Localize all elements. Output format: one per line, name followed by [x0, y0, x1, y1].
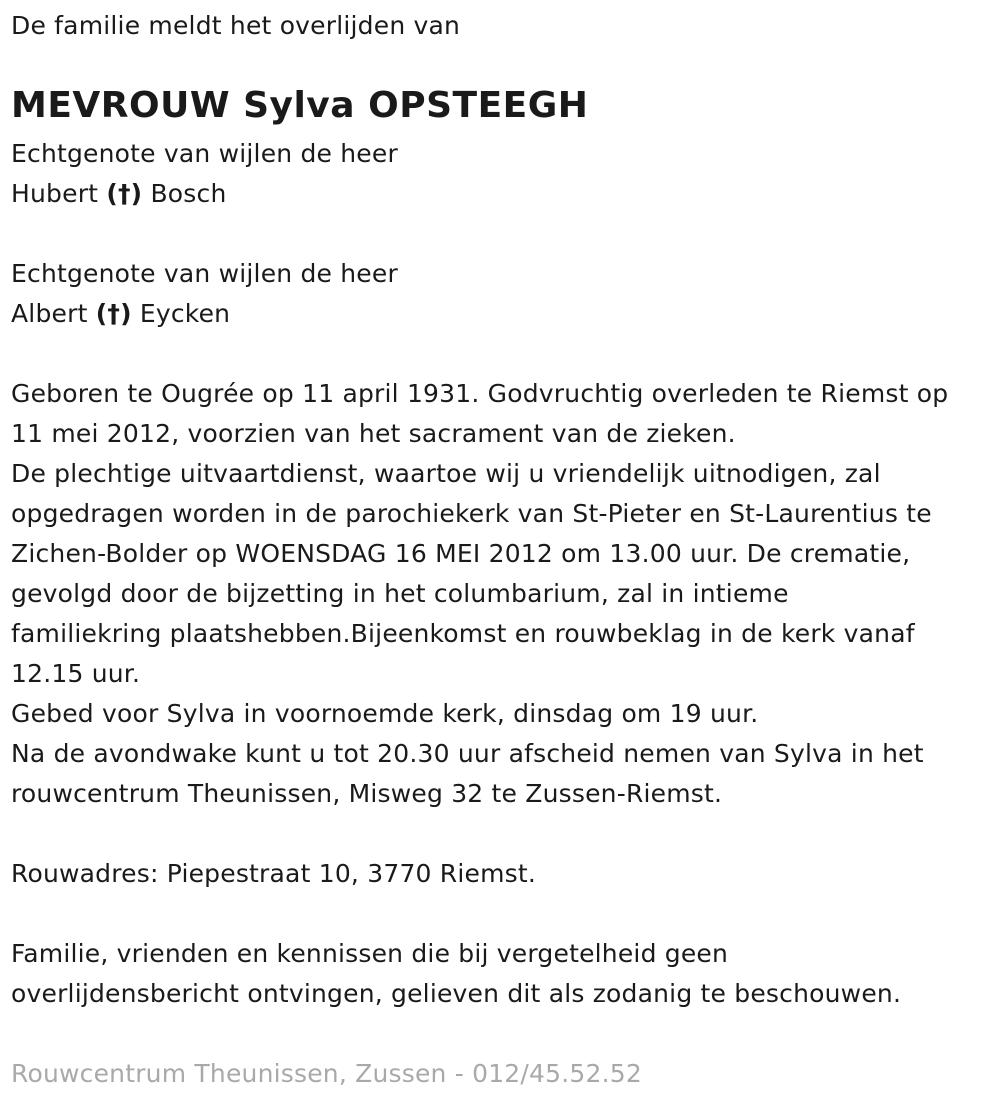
- intro-text: De familie meldt het overlijden van: [11, 11, 461, 40]
- address-line: Rouwadres: Piepestraat 10, 3770 Riemst.: [11, 859, 537, 888]
- cross-icon: (†): [106, 179, 143, 208]
- spouse-relation: Echtgenote van wijlen de heer: [11, 139, 398, 168]
- body-line: gevolgd door de bijzetting in het columbarium, zal in intieme: [11, 579, 789, 608]
- spouse-first-name: Hubert: [11, 179, 99, 208]
- body-line: 12.15 uur.: [11, 659, 141, 688]
- body-line: Geboren te Ougrée op 11 april 1931. Godvruchtig overleden te Riemst op: [11, 379, 949, 408]
- closing-note: [11, 934, 901, 1014]
- body-line: Gebed voor Sylva in voornoemde kerk, dinsdag om 19 uur.: [11, 699, 759, 728]
- funeral-home-footer: Rouwcentrum Theunissen, Zussen - 012/45.52.52: [11, 1059, 642, 1088]
- funeral-details: [11, 374, 948, 814]
- mourning-address: [11, 854, 536, 894]
- body-line: De plechtige uitvaartdienst, waartoe wij u vriendelijk uitnodigen, zal: [11, 459, 881, 488]
- spouse-name: [11, 174, 398, 214]
- spouse-last-name: Eycken: [139, 299, 231, 328]
- body-line: 11 mei 2012, voorzien van het sacrament van de zieken.: [11, 419, 736, 448]
- spouse-name: [11, 294, 398, 334]
- closing-line: Familie, vrienden en kennissen die bij vergetelheid geen: [11, 939, 729, 968]
- spouse-last-name: Bosch: [150, 179, 227, 208]
- spouse-block: [11, 134, 398, 214]
- body-line: rouwcentrum Theunissen, Misweg 32 te Zussen-Riemst.: [11, 779, 723, 808]
- spouse-relation: Echtgenote van wijlen de heer: [11, 259, 398, 288]
- spouse-block: [11, 254, 398, 334]
- body-line: Na de avondwake kunt u tot 20.30 uur afscheid nemen van Sylva in het: [11, 739, 924, 768]
- deceased-name: MEVROUW Sylva OPSTEEGH: [11, 85, 589, 126]
- cross-icon: (†): [95, 299, 132, 328]
- body-line: Zichen-Bolder op WOENSDAG 16 MEI 2012 om 13.00 uur. De crematie,: [11, 539, 911, 568]
- body-line: familiekring plaatshebben.Bijeenkomst en rouwbeklag in de kerk vanaf: [11, 619, 915, 648]
- spouse-first-name: Albert: [11, 299, 88, 328]
- closing-line: overlijdensbericht ontvingen, gelieven dit als zodanig te beschouwen.: [11, 979, 902, 1008]
- body-line: opgedragen worden in de parochiekerk van St-Pieter en St-Laurentius te: [11, 499, 932, 528]
